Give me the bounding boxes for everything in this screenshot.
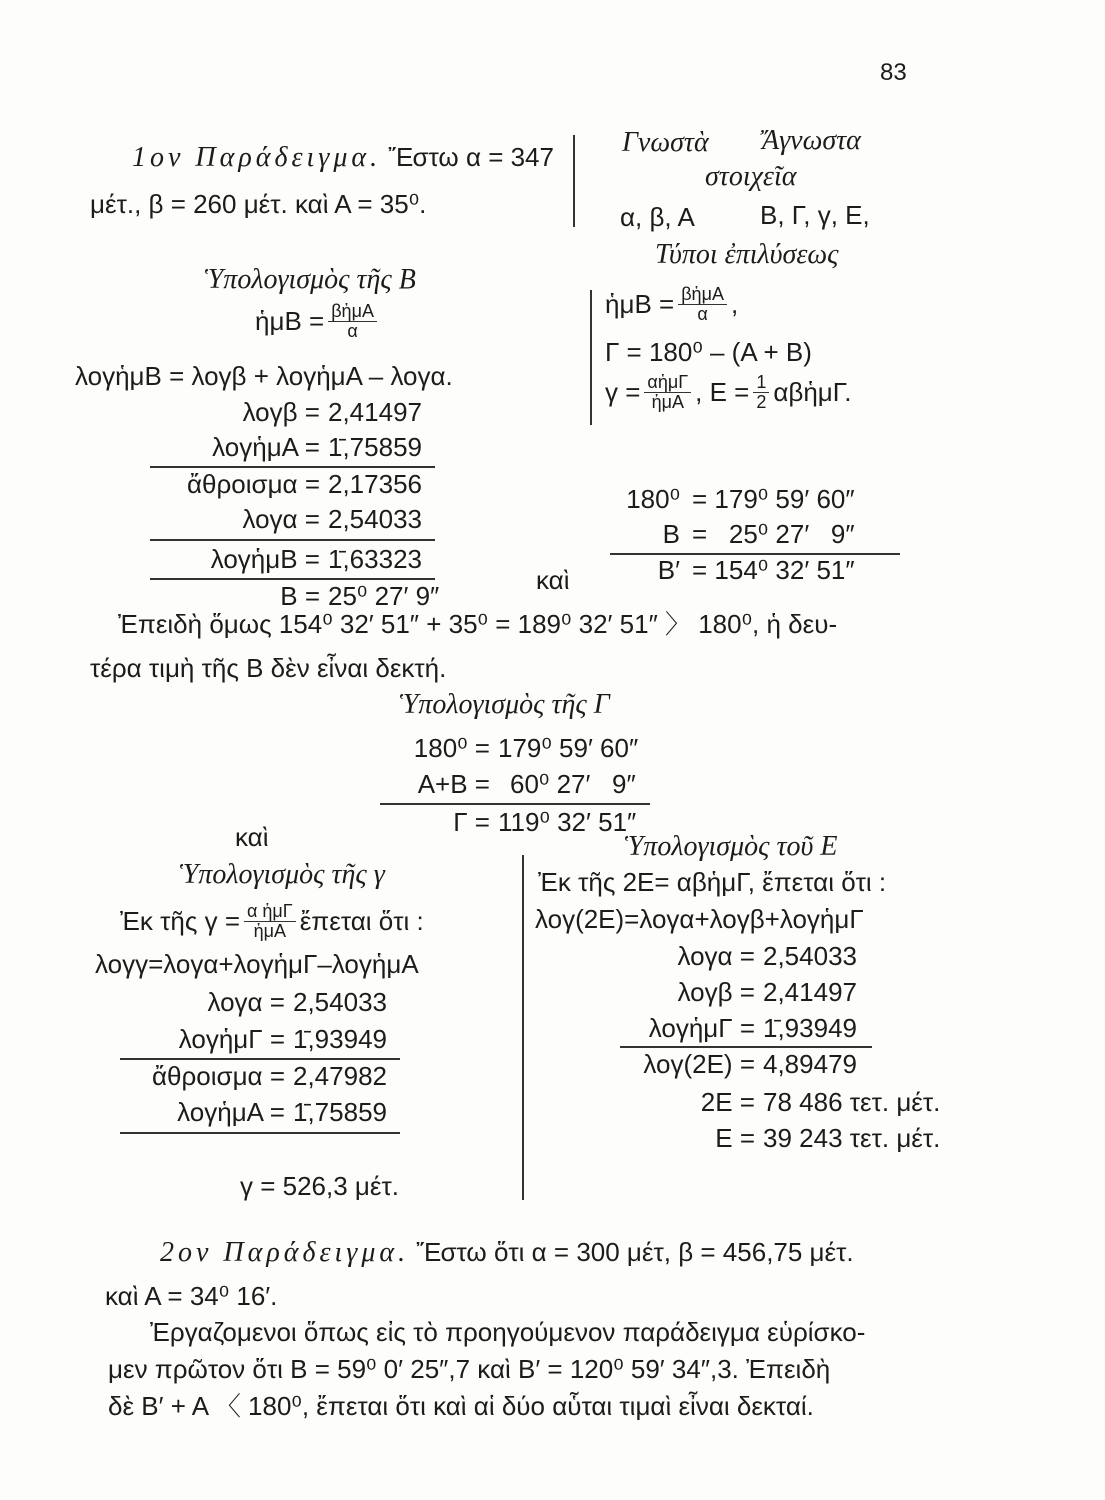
calc-area-value: 2,41497 xyxy=(763,977,857,1007)
result-line xyxy=(150,578,435,580)
formula-numerator: 1 xyxy=(753,373,769,393)
formula-numerator: α ἡμΓ xyxy=(244,902,296,922)
calc-area-title: Ὑπολογισμὸς τοῦ Ε xyxy=(625,831,838,862)
formula-numerator: βἡμΑ xyxy=(678,285,727,305)
calc-side-value: 2,54033 xyxy=(293,987,387,1017)
formula-gamma-angle: Γ = 180⁰ – (Α + Β) xyxy=(605,337,812,367)
formulas-header: Τύποι ἐπιλύσεως xyxy=(655,239,839,270)
calc-b-row-label: ἄθροισμα = xyxy=(187,469,320,499)
calc-area-label: λογἡμΓ = xyxy=(648,1013,755,1043)
calc-side-result: γ = 526,3 μέτ. xyxy=(240,1171,399,1201)
calc-side-label: ἄθροισμα = xyxy=(152,1061,285,1091)
calc-side-value: 2,47982 xyxy=(293,1061,387,1091)
formula-gamma-side-area xyxy=(605,373,851,412)
formula-lhs: ἡμΒ = xyxy=(255,305,325,336)
calc-side-log-equation: λογγ=λογα+λογἡμΓ–λογἡμΑ xyxy=(95,949,419,979)
calc-gamma-title: Ὑπολογισμὸς τῆς Γ xyxy=(400,689,610,720)
sum-line xyxy=(120,1058,400,1060)
calc-area-value: 78 486 τετ. μέτ. xyxy=(763,1087,941,1117)
calc-b-log-equation: λογἡμΒ = λογβ + λογἡμΑ – λογα. xyxy=(75,361,453,391)
difference-line xyxy=(120,1132,400,1134)
formula-denominator: ἡμΑ xyxy=(253,920,287,941)
calc-b-row-value: 1̄,63323 xyxy=(328,544,422,574)
difference-line xyxy=(150,539,435,541)
calc-b-row-label: λογἡμΒ = xyxy=(210,544,320,574)
calc-area-label: Ε = xyxy=(715,1123,755,1153)
calc-b-row-label: λογα = xyxy=(242,504,320,534)
calc-area-label: λογβ = xyxy=(677,977,755,1007)
calc-b-title: Ὑπολογισμὸς τῆς Β xyxy=(205,264,416,295)
calc-side-value: 1̄,93949 xyxy=(293,1024,387,1054)
divider-known-unknown xyxy=(573,135,575,227)
formula-mid: , Ε = xyxy=(695,376,750,407)
unknown-header: Ἄγνωστα xyxy=(762,125,861,156)
formula-denominator: α xyxy=(347,320,358,341)
b-prime-label: 180⁰ xyxy=(626,484,680,514)
formula-tail: ἔπεται ὅτι : xyxy=(299,905,424,936)
calc-area-label: λογ(2Ε) = xyxy=(643,1049,755,1079)
formula-tail: , xyxy=(730,288,739,319)
calc-b-row-label: λογἡμΑ = xyxy=(212,432,320,462)
calc-b-row-value: 2,41497 xyxy=(328,397,422,427)
calc-side-title: Ὑπολογισμὸς τῆς γ xyxy=(180,859,385,890)
b-prime-value: = 179⁰ 59′ 60″ xyxy=(692,484,855,514)
elements-header: στοιχεῖα xyxy=(705,161,797,192)
formula-denominator: ἡμΑ xyxy=(651,391,684,412)
formula-lhs: γ = xyxy=(605,376,641,407)
kai-word: καὶ xyxy=(536,565,570,595)
example-1-title: 1ον Παράδειγμα. xyxy=(132,142,382,173)
b-prime-value: = 25⁰ 27′ 9″ xyxy=(692,519,855,549)
calc-area-label: 2Ε = xyxy=(700,1087,755,1117)
calc-b-row-value: 25⁰ 27′ 9″ xyxy=(328,581,440,611)
sum-line xyxy=(620,1046,872,1048)
unknown-values: Β, Γ, γ, Ε, xyxy=(760,200,870,230)
paragraph-line: μεν πρῶτον ὅτι Β = 59⁰ 0′ 25″,7 καὶ Β′ = 120⁰ 59′ 34″,3. Ἐπειδὴ xyxy=(108,1354,831,1384)
calc-area-value: 39 243 τετ. μέτ. xyxy=(763,1123,941,1153)
calc-gamma-value: 119⁰ 32′ 51″ xyxy=(498,807,637,837)
calc-side-label: λογἡμΓ = xyxy=(178,1024,285,1054)
paragraph-line: Ἐργαζομενοι ὅπως εἰς τὸ προηγούμενον παράδειγμα εὑρίσκο- xyxy=(150,1317,866,1347)
calc-gamma-value: 60⁰ 27′ 9″ xyxy=(510,769,636,799)
formula-denominator: α xyxy=(697,303,708,324)
known-values: α, β, Α xyxy=(620,202,695,232)
calc-side-value: 1̄,75859 xyxy=(293,1097,387,1127)
calc-area-intro: Ἐκ τῆς 2Ε= αβἡμΓ, ἔπεται ὅτι : xyxy=(538,867,887,897)
divider-g-e xyxy=(522,855,524,1200)
calc-b-row-label: Β = xyxy=(280,581,320,611)
formula-numerator: αἡμΓ xyxy=(644,373,691,393)
calc-area-value: 1̄,93949 xyxy=(763,1013,857,1043)
calc-b-formula xyxy=(255,302,381,341)
formula-sin-b xyxy=(605,285,738,324)
divider-formulas xyxy=(590,290,592,425)
calc-b-row-value: 2,17356 xyxy=(328,469,422,499)
calc-gamma-label: Γ = xyxy=(453,807,490,837)
calc-b-row-value: 1̄,75859 xyxy=(328,432,422,462)
calc-gamma-value: 179⁰ 59′ 60″ xyxy=(498,733,639,763)
formula-numerator: βἡμΑ xyxy=(328,302,377,322)
calc-gamma-label: Α+Β = xyxy=(417,769,490,799)
known-header: Γνωστὰ xyxy=(622,127,709,158)
page-number: 83 xyxy=(880,59,907,86)
example-1-header xyxy=(132,143,554,174)
gamma-line xyxy=(380,803,650,805)
calc-side-label: λογα = xyxy=(207,987,285,1017)
b-prime-value: = 154⁰ 32′ 51″ xyxy=(692,555,855,585)
calc-area-log-equation: λογ(2Ε)=λογα+λογβ+λογἡμΓ xyxy=(535,904,864,934)
calc-area-value: 4,89479 xyxy=(763,1049,857,1079)
calc-side-intro xyxy=(120,902,424,941)
calc-area-label: λογα = xyxy=(677,941,755,971)
b-prime-label: Β xyxy=(662,519,680,549)
paragraph-line: δὲ Β′ + Α 〈 180⁰, ἔπεται ὅτι καὶ αἱ δύο αὗται τιμαὶ εἶναι δεκταί. xyxy=(108,1391,814,1421)
formula-lhs: Ἐκ τῆς γ = xyxy=(120,905,240,936)
formula-lhs: ἡμΒ = xyxy=(605,288,675,319)
example-2-statement: Ἔστω ὅτι α = 300 μέτ, β = 456,75 μέτ. xyxy=(416,1237,854,1267)
calc-b-row-value: 2,54033 xyxy=(328,504,422,534)
kai-word: καὶ xyxy=(235,822,269,852)
paragraph-line: Ἐπειδὴ ὅμως 154⁰ 32′ 51″ + 35⁰ = 189⁰ 32′ 51″ 〉 180⁰, ἡ δευ- xyxy=(118,609,838,639)
example-2-title: 2ον Παράδειγμα. xyxy=(160,1237,410,1268)
example-1-statement-cont: μέτ., β = 260 μέτ. καὶ Α = 35⁰. xyxy=(90,189,427,219)
b-prime-label: Β′ xyxy=(657,555,680,585)
formula-tail: αβἡμΓ. xyxy=(773,376,852,407)
paragraph-line: καὶ Α = 34⁰ 16′. xyxy=(105,1281,278,1311)
calc-side-label: λογἡμΑ = xyxy=(177,1097,285,1127)
calc-gamma-label: 180⁰ = xyxy=(413,733,490,763)
example-2-header xyxy=(160,1238,854,1269)
calc-area-value: 2,54033 xyxy=(763,941,857,971)
calc-b-row-label: λογβ = xyxy=(242,397,320,427)
paragraph-line: τέρα τιμὴ τῆς Β δὲν εἶναι δεκτή. xyxy=(90,653,447,683)
sum-line xyxy=(150,466,435,468)
formula-denominator: 2 xyxy=(756,391,767,412)
example-1-statement: Ἔστω α = 347 xyxy=(388,142,554,172)
